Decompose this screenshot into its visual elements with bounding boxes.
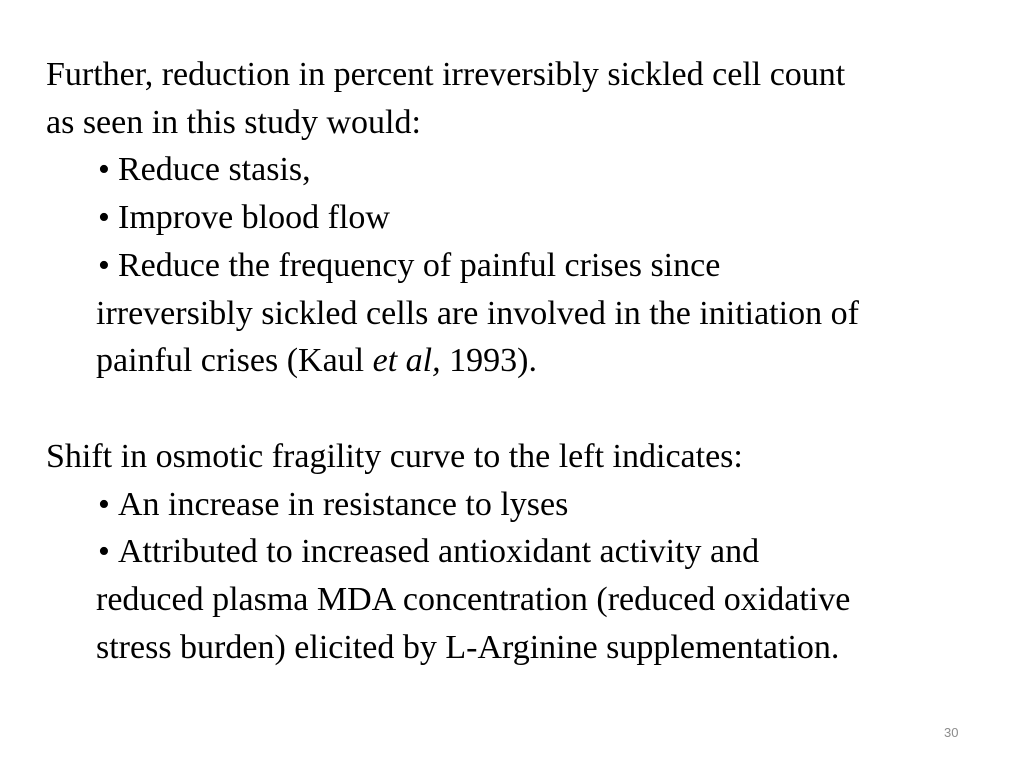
page-number: 30 bbox=[944, 725, 959, 740]
section2-bullet-2-text-line1: Attributed to increased antioxidant activity and bbox=[118, 533, 760, 571]
section2-bullet-2-line2: reduced plasma MDA concentration (reduced oxidative bbox=[96, 581, 851, 619]
section1-bullet-2-text: Improve blood flow bbox=[118, 199, 390, 237]
section2-bullet-1 bbox=[46, 481, 996, 529]
section-irreversibly-sickled-cells bbox=[46, 51, 996, 385]
section1-bullet-3-line2: irreversibly sickled cells are involved in the initiation of bbox=[96, 294, 859, 332]
section2-bullet-2-line3: stress burden) elicited by L-Arginine supplementation. bbox=[96, 628, 840, 666]
bullet-icon: • bbox=[98, 246, 110, 284]
section-osmotic-fragility bbox=[46, 433, 996, 672]
section2-intro-line1: Shift in osmotic fragility curve to the left indicates: bbox=[46, 438, 743, 475]
section2-bullet-2 bbox=[46, 528, 996, 576]
section2-bullet-1-text: An increase in resistance to lyses bbox=[118, 485, 569, 523]
bullet-icon: • bbox=[98, 485, 110, 523]
bullet-icon: • bbox=[98, 533, 110, 571]
section1-intro-line1: Further, reduction in percent irreversibly sickled cell count bbox=[46, 56, 846, 93]
section1-bullet-3 bbox=[46, 242, 996, 290]
citation-et-al: et al, bbox=[372, 342, 441, 380]
citation-suffix: 1993). bbox=[440, 342, 537, 380]
section1-intro-line2: as seen in this study would: bbox=[46, 103, 421, 141]
citation-prefix: painful crises (Kaul bbox=[96, 342, 373, 380]
section1-bullet-3-line3 bbox=[46, 337, 996, 385]
section1-bullet-2 bbox=[46, 194, 996, 242]
bullet-icon: • bbox=[98, 151, 110, 189]
bullet-icon: • bbox=[98, 199, 110, 237]
section1-bullet-1 bbox=[46, 146, 996, 194]
section1-bullet-1-text: Reduce stasis, bbox=[118, 151, 311, 189]
section1-bullet-3-text-line1: Reduce the frequency of painful crises since bbox=[118, 246, 721, 284]
